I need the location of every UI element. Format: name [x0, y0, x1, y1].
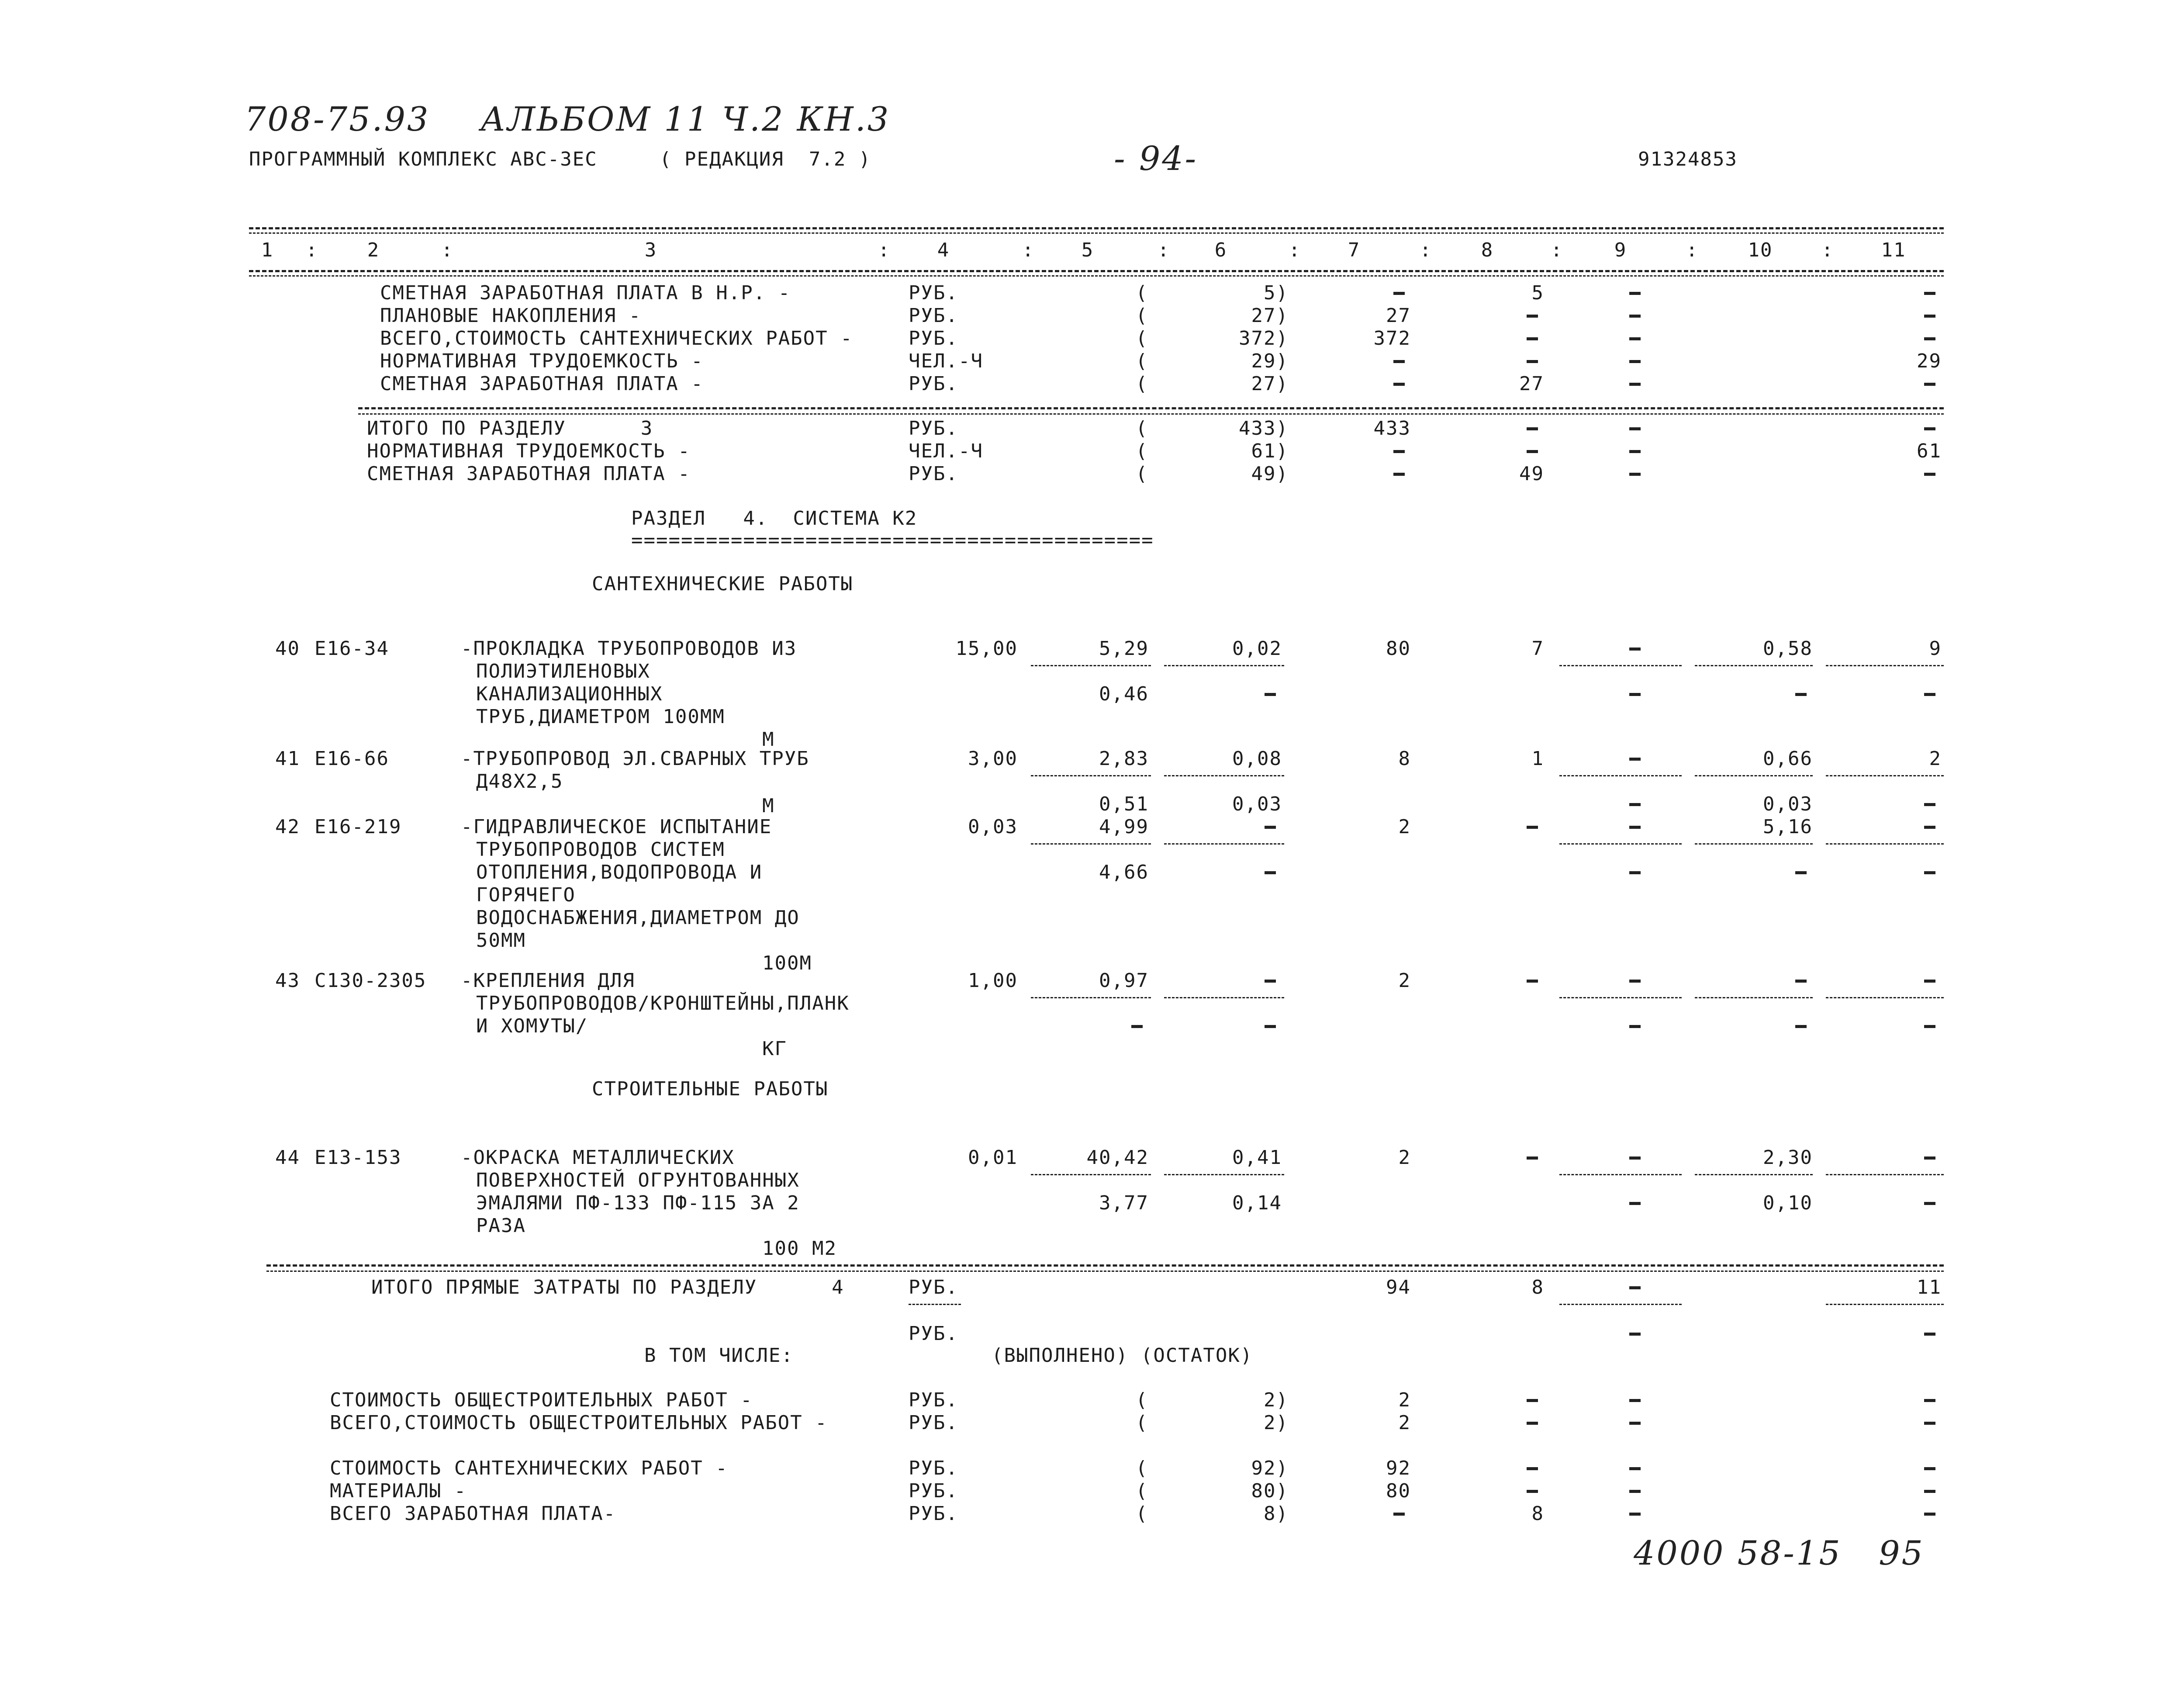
section4-breakdown-unit: РУБ. — [909, 1389, 958, 1411]
column-header-3: 3 — [644, 239, 657, 261]
section4-breakdown-label: МАТЕРИАЛЫ - — [330, 1480, 467, 1502]
item-col6: 0,41 — [1232, 1146, 1282, 1169]
section4-breakdown-col6: 2) — [1264, 1412, 1289, 1434]
section3-tail-label: ВСЕГО,СТОИМОСТЬ САНТЕХНИЧЕСКИХ РАБОТ - — [380, 327, 853, 350]
section3-tail-label: ПЛАНОВЫЕ НАКОПЛЕНИЯ - — [380, 305, 642, 327]
item-col5-sub: 4,66 — [1099, 861, 1149, 883]
section-rule — [266, 1271, 1944, 1272]
paren-open: ( — [1136, 1503, 1148, 1525]
item-col5: 40,42 — [1086, 1146, 1149, 1169]
section4-breakdown-label: СТОИМОСТЬ ОБЩЕСТРОИТЕЛЬНЫХ РАБОТ - — [330, 1389, 753, 1411]
section3-tail-label: СМЕТНАЯ ЗАРАБОТНАЯ ПЛАТА - — [380, 373, 704, 395]
item-col10-sub: 0,10 — [1763, 1192, 1813, 1214]
section-rule — [358, 413, 1944, 415]
cell-divider — [1164, 775, 1284, 776]
handwritten-stamp: 4000 58-15 95 — [1634, 1534, 1925, 1572]
section4-breakdown-col7: 2 — [1398, 1389, 1411, 1411]
cell-divider — [1826, 775, 1944, 776]
unit-divider — [909, 1304, 961, 1305]
column-header-4: 4 — [937, 239, 950, 261]
section4-breakdown-col8-dash — [1527, 1490, 1538, 1493]
column-separator: : — [1420, 239, 1432, 261]
item-description-line: ПОВЕРХНОСТЕЙ ОГРУНТОВАННЫХ — [476, 1169, 800, 1191]
column-header-9: 9 — [1614, 239, 1627, 261]
column-header-1: 1 — [261, 239, 274, 261]
item-col5-sub: 0,51 — [1099, 793, 1149, 815]
table-top-rule-2 — [249, 232, 1944, 234]
section4-breakdown-col8-dash — [1527, 1467, 1538, 1470]
section3-tail-label: СМЕТНАЯ ЗАРАБОТНАЯ ПЛАТА В Н.Р. - — [380, 282, 791, 304]
column-header-11: 11 — [1881, 239, 1906, 261]
section4-breakdown-col7: 92 — [1386, 1457, 1411, 1479]
item-col11-sub-dash — [1924, 1202, 1935, 1205]
paren-open: ( — [1136, 327, 1148, 350]
section3-total-col7: 433 — [1373, 417, 1411, 440]
cell-divider — [1695, 843, 1813, 845]
item-col6-sub: 0,14 — [1232, 1192, 1282, 1214]
item-description-line: ТРУБ,ДИАМЕТРОМ 100ММ — [476, 706, 725, 728]
section4-breakdown-col11-dash — [1924, 1422, 1935, 1425]
cell-divider — [1826, 665, 1944, 666]
item-description-line: -ТРУБОПРОВОД ЭЛ.СВАРНЫХ ТРУБ — [461, 748, 809, 770]
section4-breakdown-col6: 8) — [1264, 1503, 1289, 1525]
paren-open: ( — [1136, 440, 1148, 462]
done-rest-label: (ВЫПОЛНЕНО) (ОСТАТОК) — [992, 1344, 1253, 1367]
item-col9-sub-dash — [1629, 693, 1641, 696]
section4-breakdown-col9-dash — [1629, 1513, 1641, 1516]
item-col10-dash — [1795, 980, 1807, 983]
item-col9-sub-dash — [1629, 1025, 1641, 1028]
section4-breakdown-col7: 80 — [1386, 1480, 1411, 1502]
section3-total-label: ИТОГО ПО РАЗДЕЛУ 3 — [367, 417, 653, 440]
section3-tail-col6: 27) — [1251, 305, 1289, 327]
item-col5: 5,29 — [1099, 637, 1149, 660]
item-col8: 1 — [1531, 748, 1544, 770]
section3-tail-col7: 27 — [1386, 305, 1411, 327]
item-description-line: ОТОПЛЕНИЯ,ВОДОПРОВОДА И — [476, 861, 763, 883]
item-col9-sub-dash — [1629, 1202, 1641, 1205]
item-col10: 5,16 — [1763, 816, 1813, 838]
column-separator: : — [1289, 239, 1301, 261]
item-quantity: 0,01 — [968, 1146, 1018, 1169]
section4-total-unit-2: РУБ. — [909, 1323, 958, 1345]
section4-total-col8: 8 — [1531, 1276, 1544, 1298]
program-name: ПРОГРАММНЫЙ КОМПЛЕКС АВС-ЗЕС — [249, 148, 598, 170]
cell-divider — [1826, 843, 1944, 845]
item-col9-dash — [1629, 826, 1641, 829]
item-unit: КГ — [762, 1038, 787, 1060]
item-col5: 0,97 — [1099, 969, 1149, 992]
section-rule — [358, 407, 1944, 409]
section3-tail-col8-dash — [1527, 337, 1538, 340]
section3-tail-col11-dash — [1924, 383, 1935, 386]
item-col6: 0,08 — [1232, 748, 1282, 770]
item-col10-sub-dash — [1795, 693, 1807, 696]
section4-breakdown-col8-dash — [1527, 1422, 1538, 1425]
section3-tail-col9-dash — [1629, 315, 1641, 318]
section4-total-col9-dash — [1629, 1286, 1641, 1289]
item-col9-dash — [1629, 758, 1641, 761]
column-header-5: 5 — [1081, 239, 1094, 261]
item-col11-sub-dash — [1924, 1025, 1935, 1028]
item-quantity: 1,00 — [968, 969, 1018, 992]
section4-breakdown-col7: 2 — [1398, 1412, 1411, 1434]
item-description-line: ТРУБОПРОВОДОВ/КРОНШТЕЙНЫ,ПЛАНК — [476, 992, 850, 1015]
section3-tail-col6: 27) — [1251, 373, 1289, 395]
item-col11-sub-dash — [1924, 803, 1935, 806]
section4-breakdown-col11-dash — [1924, 1513, 1935, 1516]
column-separator: : — [441, 239, 454, 261]
header-bottom-rule-2 — [249, 275, 1944, 277]
item-col7: 2 — [1398, 816, 1411, 838]
item-col6-sub-dash — [1265, 871, 1276, 874]
section3-tail-col6: 29) — [1251, 350, 1289, 372]
section3-tail-col9-dash — [1629, 360, 1641, 363]
section3-total-col11-dash — [1924, 473, 1935, 476]
item-col5-sub: 0,46 — [1099, 683, 1149, 705]
page-number: - 94- — [1114, 139, 1198, 178]
section3-total-label: СМЕТНАЯ ЗАРАБОТНАЯ ПЛАТА - — [367, 463, 691, 485]
section3-tail-col7-dash — [1393, 383, 1405, 386]
including-label: В ТОМ ЧИСЛЕ: — [644, 1344, 794, 1367]
section3-tail-col8: 27 — [1519, 373, 1544, 395]
cell-divider — [1826, 1174, 1944, 1175]
cell-divider — [1559, 775, 1682, 776]
section4-breakdown-label: СТОИМОСТЬ САНТЕХНИЧЕСКИХ РАБОТ - — [330, 1457, 728, 1479]
cell-divider — [1031, 665, 1151, 666]
section3-tail-unit: ЧЕЛ.-Ч — [909, 350, 983, 372]
item-description-line: ПОЛИЭТИЛЕНОВЫХ — [476, 660, 650, 682]
item-col6-dash — [1265, 980, 1276, 983]
cell-divider — [1031, 1174, 1151, 1175]
section4-breakdown-unit: РУБ. — [909, 1480, 958, 1502]
item-col9-sub-dash — [1629, 803, 1641, 806]
column-separator: : — [1686, 239, 1699, 261]
item-col6-dash — [1265, 826, 1276, 829]
section4-breakdown-col11-dash — [1924, 1467, 1935, 1470]
section4-breakdown-col8: 8 — [1531, 1503, 1544, 1525]
item-number: 40 — [275, 637, 300, 660]
section3-total-unit: РУБ. — [909, 417, 958, 440]
section4-breakdown-label: ВСЕГО,СТОИМОСТЬ ОБЩЕСТРОИТЕЛЬНЫХ РАБОТ - — [330, 1412, 828, 1434]
paren-open: ( — [1136, 1457, 1148, 1479]
section4-breakdown-col9-dash — [1629, 1422, 1641, 1425]
column-header-10: 10 — [1748, 239, 1773, 261]
section4-total-col11: 11 — [1917, 1276, 1942, 1298]
item-col11-dash — [1924, 826, 1935, 829]
section3-tail-unit: РУБ. — [909, 282, 958, 304]
item-code: Е16-219 — [314, 816, 402, 838]
section4-breakdown-col11-dash — [1924, 1490, 1935, 1493]
item-col10: 2,30 — [1763, 1146, 1813, 1169]
item-col6-sub: 0,03 — [1232, 793, 1282, 815]
section4-breakdown-unit: РУБ. — [909, 1412, 958, 1434]
cell-divider — [1695, 775, 1813, 776]
paren-open: ( — [1136, 1480, 1148, 1502]
item-col9-dash — [1629, 1156, 1641, 1160]
section4-breakdown-col6: 92) — [1251, 1457, 1289, 1479]
section4-total-unit: РУБ. — [909, 1276, 958, 1298]
item-col10-sub-dash — [1795, 1025, 1807, 1028]
item-col9-sub-dash — [1629, 871, 1641, 874]
column-header-2: 2 — [367, 239, 380, 261]
subsection-construction: СТРОИТЕЛЬНЫЕ РАБОТЫ — [592, 1078, 829, 1100]
item-col11-dash — [1924, 1156, 1935, 1160]
section3-tail-col7: 372 — [1373, 327, 1411, 350]
item-description-line: 50ММ — [476, 929, 526, 952]
section4-total-col11-sub-dash — [1924, 1333, 1935, 1336]
section4-breakdown-unit: РУБ. — [909, 1457, 958, 1479]
item-col8-dash — [1527, 1156, 1538, 1160]
item-col8-dash — [1527, 826, 1538, 829]
item-col6: 0,02 — [1232, 637, 1282, 660]
item-unit: М — [762, 728, 775, 751]
cell-divider — [1559, 1304, 1682, 1305]
item-col8-dash — [1527, 980, 1538, 983]
paren-open: ( — [1136, 282, 1148, 304]
paren-open: ( — [1136, 417, 1148, 440]
item-unit: 100 М2 — [762, 1237, 837, 1260]
item-col11-sub-dash — [1924, 871, 1935, 874]
item-code: Е16-34 — [314, 637, 389, 660]
item-description-line: ГОРЯЧЕГО — [476, 884, 576, 906]
section3-total-col9-dash — [1629, 473, 1641, 476]
paren-open: ( — [1136, 373, 1148, 395]
section3-total-col8: 49 — [1519, 463, 1544, 485]
item-description-line: РАЗА — [476, 1215, 526, 1237]
item-col11-sub-dash — [1924, 693, 1935, 696]
cell-divider — [1559, 1174, 1682, 1175]
item-col10-sub: 0,03 — [1763, 793, 1813, 815]
section4-breakdown-col8-dash — [1527, 1399, 1538, 1402]
item-col5-sub-dash — [1131, 1025, 1143, 1028]
item-col10: 0,58 — [1763, 637, 1813, 660]
section4-breakdown-col7-dash — [1393, 1513, 1405, 1516]
section3-tail-col9-dash — [1629, 292, 1641, 295]
section4-underline: ========================================== — [631, 529, 1154, 551]
item-col9-dash — [1629, 647, 1641, 651]
handwritten-code: 708-75.93 — [245, 100, 430, 138]
cell-divider — [1164, 1174, 1284, 1175]
header-bottom-rule — [249, 270, 1944, 272]
section3-total-col9-dash — [1629, 427, 1641, 430]
column-header-7: 7 — [1348, 239, 1361, 261]
item-quantity: 0,03 — [968, 816, 1018, 838]
column-header-8: 8 — [1481, 239, 1494, 261]
section3-total-col9-dash — [1629, 450, 1641, 453]
item-col7: 80 — [1386, 637, 1411, 660]
cell-divider — [1164, 665, 1284, 666]
cell-divider — [1164, 843, 1284, 845]
paren-open: ( — [1136, 1389, 1148, 1411]
column-separator: : — [1158, 239, 1170, 261]
section3-tail-col8-dash — [1527, 315, 1538, 318]
item-description-line: ВОДОСНАБЖЕНИЯ,ДИАМЕТРОМ ДО — [476, 907, 800, 929]
section3-tail-col8-dash — [1527, 360, 1538, 363]
section3-total-label: НОРМАТИВНАЯ ТРУДОЕМКОСТЬ - — [367, 440, 691, 462]
item-col7: 2 — [1398, 969, 1411, 992]
section3-total-col8-dash — [1527, 427, 1538, 430]
item-col6-sub-dash — [1265, 1025, 1276, 1028]
item-code: С130-2305 — [314, 969, 427, 992]
table-top-rule — [249, 227, 1944, 229]
item-col9-dash — [1629, 980, 1641, 983]
cell-divider — [1695, 997, 1813, 998]
cell-divider — [1695, 1174, 1813, 1175]
paren-open: ( — [1136, 305, 1148, 327]
item-col10-sub-dash — [1795, 871, 1807, 874]
item-col5: 2,83 — [1099, 748, 1149, 770]
item-col11: 2 — [1929, 748, 1942, 770]
section3-total-col8-dash — [1527, 450, 1538, 453]
section4-breakdown-col9-dash — [1629, 1490, 1641, 1493]
section3-tail-col9-dash — [1629, 337, 1641, 340]
handwritten-album: АЛЬБОМ 11 Ч.2 КН.3 — [480, 100, 891, 138]
section3-total-unit: ЧЕЛ.-Ч — [909, 440, 983, 462]
section3-tail-col8: 5 — [1531, 282, 1544, 304]
item-number: 43 — [275, 969, 300, 992]
paren-open: ( — [1136, 1412, 1148, 1434]
item-number: 44 — [275, 1146, 300, 1169]
item-description-line: -КРЕПЛЕНИЯ ДЛЯ — [461, 969, 635, 992]
section3-tail-col11: 29 — [1917, 350, 1942, 372]
section3-tail-col9-dash — [1629, 383, 1641, 386]
section3-total-col6: 433) — [1239, 417, 1289, 440]
cell-divider — [1695, 665, 1813, 666]
column-header-6: 6 — [1214, 239, 1227, 261]
section3-total-col7-dash — [1393, 450, 1405, 453]
section4-total-col9-sub-dash — [1629, 1333, 1641, 1336]
section4-breakdown-unit: РУБ. — [909, 1503, 958, 1525]
section4-breakdown-col11-dash — [1924, 1399, 1935, 1402]
item-unit: 100М — [762, 952, 812, 974]
item-number: 41 — [275, 748, 300, 770]
item-col7: 2 — [1398, 1146, 1411, 1169]
item-col11-dash — [1924, 980, 1935, 983]
section4-breakdown-col9-dash — [1629, 1399, 1641, 1402]
item-code: Е16-66 — [314, 748, 389, 770]
section3-tail-col11-dash — [1924, 337, 1935, 340]
column-separator: : — [1022, 239, 1035, 261]
section4-total-label: ИТОГО ПРЯМЫЕ ЗАТРАТЫ ПО РАЗДЕЛУ 4 — [371, 1276, 844, 1298]
section3-tail-unit: РУБ. — [909, 373, 958, 395]
item-description-line: И ХОМУТЫ/ — [476, 1015, 588, 1037]
paren-open: ( — [1136, 350, 1148, 372]
section3-tail-col11-dash — [1924, 292, 1935, 295]
cell-divider — [1031, 843, 1151, 845]
edition-label: ( РЕДАКЦИЯ 7.2 ) — [660, 148, 871, 170]
cell-divider — [1559, 665, 1682, 666]
column-separator: : — [878, 239, 891, 261]
item-col5: 4,99 — [1099, 816, 1149, 838]
section4-breakdown-label: ВСЕГО ЗАРАБОТНАЯ ПЛАТА- — [330, 1503, 616, 1525]
section3-total-unit: РУБ. — [909, 463, 958, 485]
section3-total-col6: 61) — [1251, 440, 1289, 462]
subsection-sanitary: САНТЕХНИЧЕСКИЕ РАБОТЫ — [592, 573, 854, 595]
cell-divider — [1559, 997, 1682, 998]
paren-open: ( — [1136, 463, 1148, 485]
item-quantity: 15,00 — [955, 637, 1018, 660]
item-col10: 0,66 — [1763, 748, 1813, 770]
cell-divider — [1164, 997, 1284, 998]
item-unit: М — [762, 795, 775, 817]
item-description-line: ЭМАЛЯМИ ПФ-133 ПФ-115 ЗА 2 — [476, 1192, 800, 1214]
section3-tail-col7-dash — [1393, 360, 1405, 363]
section3-total-col7-dash — [1393, 473, 1405, 476]
item-col7: 8 — [1398, 748, 1411, 770]
section3-tail-unit: РУБ. — [909, 327, 958, 350]
section4-total-col7: 94 — [1386, 1276, 1411, 1298]
column-separator: : — [306, 239, 318, 261]
item-col5-sub: 3,77 — [1099, 1192, 1149, 1214]
item-col11: 9 — [1929, 637, 1942, 660]
cell-divider — [1559, 843, 1682, 845]
cell-divider — [1826, 997, 1944, 998]
column-separator: : — [1821, 239, 1834, 261]
section3-tail-unit: РУБ. — [909, 305, 958, 327]
item-quantity: 3,00 — [968, 748, 1018, 770]
section3-tail-col6: 372) — [1239, 327, 1289, 350]
section3-total-col11-dash — [1924, 427, 1935, 430]
cell-divider — [1031, 775, 1151, 776]
section4-breakdown-col6: 80) — [1251, 1480, 1289, 1502]
section3-total-col11: 61 — [1917, 440, 1942, 462]
item-description-line: -ОКРАСКА МЕТАЛЛИЧЕСКИХ — [461, 1146, 735, 1169]
item-col6-sub-dash — [1265, 693, 1276, 696]
section3-tail-col6: 5) — [1264, 282, 1289, 304]
cell-divider — [1826, 1304, 1944, 1305]
section3-tail-label: НОРМАТИВНАЯ ТРУДОЕМКОСТЬ - — [380, 350, 704, 372]
section4-breakdown-col9-dash — [1629, 1467, 1641, 1470]
item-description-line: -ГИДРАВЛИЧЕСКОЕ ИСПЫТАНИЕ — [461, 816, 772, 838]
cell-divider — [1031, 997, 1151, 998]
item-description-line: Д48Х2,5 — [476, 770, 563, 793]
section3-tail-col7-dash — [1393, 292, 1405, 295]
item-description-line: КАНАЛИЗАЦИОННЫХ — [476, 683, 663, 705]
item-number: 42 — [275, 816, 300, 838]
section-rule — [266, 1264, 1944, 1267]
item-description-line: ТРУБОПРОВОДОВ СИСТЕМ — [476, 838, 725, 861]
column-separator: : — [1551, 239, 1563, 261]
item-code: Е13-153 — [314, 1146, 402, 1169]
item-description-line: -ПРОКЛАДКА ТРУБОПРОВОДОВ ИЗ — [461, 637, 797, 660]
section3-total-col6: 49) — [1251, 463, 1289, 485]
section3-tail-col11-dash — [1924, 315, 1935, 318]
section4-breakdown-col6: 2) — [1264, 1389, 1289, 1411]
section4-title: РАЗДЕЛ 4. СИСТЕМА К2 — [631, 507, 918, 530]
document-number: 91324853 — [1638, 148, 1738, 170]
item-col8: 7 — [1531, 637, 1544, 660]
